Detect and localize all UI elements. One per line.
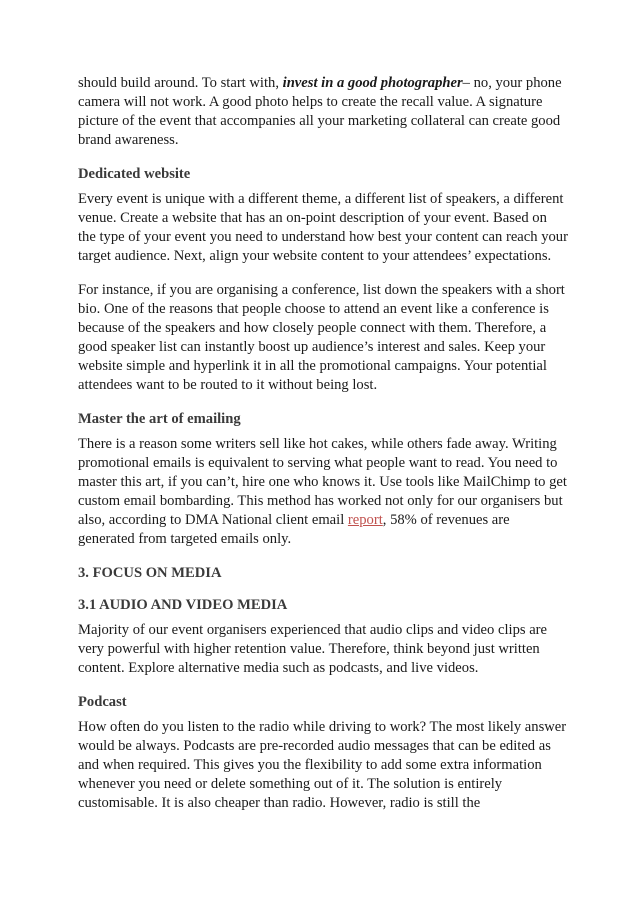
website-heading: Dedicated website <box>78 166 191 182</box>
emailing-heading: Master the art of emailing <box>78 411 241 427</box>
emailing-text-before: There is a reason some writers sell like hot cakes, while others fade away. Writing promotional emails is equivalent to serving what people want to read. You need to master this art, if you can’t, hire one who knows it. Use tools like MailChimp to get custom email bombarding. This method has worked not only for our organisers but also, according to DMA National client email <box>78 436 567 528</box>
intro-text-before: should build around. To start with, <box>78 75 283 91</box>
emailing-text-after: , 58% of revenues are generated from targeted emails only. <box>78 512 510 547</box>
media-sub-heading: 3.1 AUDIO AND VIDEO MEDIA <box>78 597 288 613</box>
emailing-paragraph <box>78 435 568 549</box>
intro-text-after: – no, your phone camera will not work. A good photo helps to create the recall value. A signature picture of the event that accompanies all your marketing collateral can create good brand awareness. <box>78 75 562 148</box>
report-link[interactable]: report <box>347 512 383 528</box>
media-paragraph: Majority of our event organisers experienced that audio clips and video clips are very powerful with higher retention value. Therefore, think beyond just written content. Explore alternative media such as podcasts, and live videos. <box>78 622 548 676</box>
website-paragraph-1: Every event is unique with a different theme, a different list of speakers, a different venue. Create a website that has an on-point description of your event. Based on the type of your event you need to understand how best your content can reach your target audience. Next, align your website content to your attendees’ expectations. <box>78 191 568 264</box>
podcast-heading: Podcast <box>78 694 127 710</box>
website-paragraph-2: For instance, if you are organising a conference, list down the speakers with a short bio. One of the reasons that people choose to attend an event like a conference is because of the speakers and how closely people connect with them. Therefore, a good speaker list can instantly boost up audience’s interest and sales. Keep your website simple and hyperlink it in all the promotional campaigns. Your potential attendees want to be routed to it without being lost. <box>78 282 565 393</box>
intro-paragraph <box>78 74 568 150</box>
intro-emphasis: invest in a good photographer <box>282 75 463 91</box>
media-heading: 3. FOCUS ON MEDIA <box>78 565 222 581</box>
document-page <box>78 74 568 828</box>
podcast-paragraph: How often do you listen to the radio while driving to work? The most likely answer would be always. Podcasts are pre-recorded audio messages that can be edited as and when required. This gives you the flexibility to add some extra information whenever you need or delete something out of it. The solution is entirely customisable. It is also cheaper than radio. However, radio is still the <box>78 719 567 811</box>
